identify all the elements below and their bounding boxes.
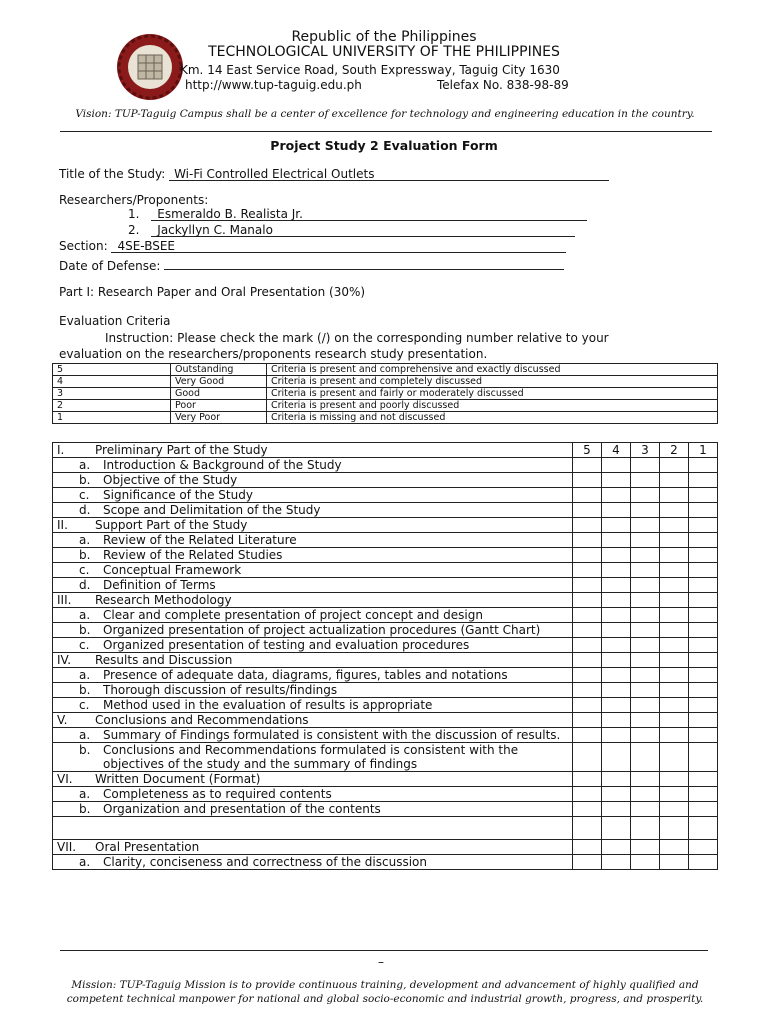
criteria-text: Organized presentation of project actualization procedures (Gantt Chart): [103, 623, 541, 637]
scale-label: Very Good: [171, 376, 267, 388]
criteria-item-row: [53, 473, 718, 488]
section-field: [111, 239, 566, 253]
section-title: Preliminary Part of the Study: [95, 443, 268, 457]
rating-checkbox-cell[interactable]: [573, 683, 602, 698]
scale-desc: Criteria is present and completely discussed: [267, 376, 718, 388]
criteria-item-row: [53, 743, 718, 772]
criteria-item: [53, 698, 573, 713]
rating-checkbox-cell[interactable]: [573, 728, 602, 743]
footer-dash: –: [378, 955, 384, 969]
rating-checkbox-cell[interactable]: [602, 698, 631, 713]
criteria-letter: b.: [79, 802, 91, 816]
criteria-letter: c.: [79, 698, 90, 712]
republic-heading: Republic of the Philippines: [291, 29, 477, 45]
rating-checkbox-cell[interactable]: [660, 548, 689, 563]
rating-checkbox-cell[interactable]: [631, 668, 660, 683]
rating-checkbox-cell[interactable]: [631, 840, 660, 855]
rating-checkbox-cell[interactable]: [660, 817, 689, 840]
researcher-name-2: Jackyllyn C. Manalo: [157, 223, 273, 237]
scale-label: Very Poor: [171, 412, 267, 424]
criteria-text: Method used in the evaluation of results is appropriate: [103, 698, 433, 712]
section-row: [53, 840, 718, 855]
rating-checkbox-cell[interactable]: [602, 578, 631, 593]
study-title-field: [169, 167, 609, 181]
section-value: 4SE-BSEE: [117, 239, 176, 253]
rating-checkbox-cell[interactable]: [602, 855, 631, 870]
rating-checkbox-cell[interactable]: [689, 518, 718, 533]
researcher-field-2: [151, 223, 575, 237]
rating-checkbox-cell[interactable]: [689, 772, 718, 787]
rating-checkbox-cell[interactable]: [631, 518, 660, 533]
rating-checkbox-cell[interactable]: [602, 473, 631, 488]
rating-checkbox-cell[interactable]: [573, 802, 602, 817]
rating-checkbox-cell[interactable]: [689, 743, 718, 772]
criteria-letter: b.: [79, 473, 91, 487]
scale-num: 3: [53, 388, 171, 400]
rating-checkbox-cell[interactable]: [660, 728, 689, 743]
rating-checkbox-cell[interactable]: [689, 488, 718, 503]
rating-checkbox-cell[interactable]: [631, 728, 660, 743]
criteria-text: Review of the Related Literature: [103, 533, 297, 547]
section-row: [53, 443, 718, 458]
criteria-item-row: [53, 728, 718, 743]
scale-row: [53, 388, 718, 400]
rating-checkbox-cell[interactable]: [602, 728, 631, 743]
rating-checkbox-cell[interactable]: [602, 488, 631, 503]
rating-checkbox-cell[interactable]: [631, 772, 660, 787]
rating-checkbox-cell[interactable]: [660, 802, 689, 817]
criteria-item-row: [53, 638, 718, 653]
criteria-letter: b.: [79, 548, 91, 562]
criteria-letter: b.: [79, 683, 91, 697]
rating-checkbox-cell[interactable]: [689, 503, 718, 518]
vision-statement: Vision: TUP-Taguig Campus shall be a center of excellence for technology and engineering education in the country.: [75, 108, 695, 120]
criteria-item: [53, 458, 573, 473]
rating-checkbox-cell[interactable]: [631, 623, 660, 638]
rating-checkbox-cell[interactable]: [660, 578, 689, 593]
rating-checkbox-cell[interactable]: [602, 563, 631, 578]
section-title: Research Methodology: [95, 593, 232, 607]
section-number: V.: [57, 713, 68, 727]
criteria-letter: a.: [79, 608, 91, 622]
rating-checkbox-cell[interactable]: [602, 787, 631, 802]
instruction-line-1: Instruction: Please check the mark (/) on the corresponding number relative to your: [105, 331, 609, 345]
criteria-item: [53, 488, 573, 503]
rating-checkbox-cell[interactable]: [631, 563, 660, 578]
criteria-item-row: [53, 563, 718, 578]
section-heading: [53, 593, 573, 608]
criteria-text: Clear and complete presentation of project concept and design: [103, 608, 483, 622]
criteria-item-row: [53, 548, 718, 563]
criteria-text: Review of the Related Studies: [103, 548, 283, 562]
rating-checkbox-cell[interactable]: [689, 698, 718, 713]
rating-checkbox-cell[interactable]: [689, 787, 718, 802]
rating-checkbox-cell[interactable]: [631, 683, 660, 698]
rating-checkbox-cell[interactable]: [660, 608, 689, 623]
criteria-item: [53, 578, 573, 593]
researcher-line-1: [128, 207, 587, 221]
rating-checkbox-cell[interactable]: [660, 473, 689, 488]
section-number: III.: [57, 593, 72, 607]
rating-checkbox-cell[interactable]: [689, 593, 718, 608]
criteria-item-row: [53, 802, 718, 817]
rating-checkbox-cell[interactable]: [631, 548, 660, 563]
scale-desc: Criteria is missing and not discussed: [267, 412, 718, 424]
rating-checkbox-cell[interactable]: [689, 713, 718, 728]
rating-checkbox-cell[interactable]: [660, 563, 689, 578]
researcher-name-1: Esmeraldo B. Realista Jr.: [157, 207, 303, 221]
rating-checkbox-cell[interactable]: [573, 548, 602, 563]
rating-checkbox-cell[interactable]: [602, 802, 631, 817]
rating-checkbox-cell[interactable]: [660, 855, 689, 870]
rating-checkbox-cell[interactable]: [689, 533, 718, 548]
criteria-text: Scope and Delimitation of the Study: [103, 503, 321, 517]
criteria-text: Summary of Findings formulated is consistent with the discussion of results.: [103, 728, 561, 742]
rating-checkbox-cell[interactable]: [602, 623, 631, 638]
criteria-item: [53, 548, 573, 563]
rating-checkbox-cell[interactable]: [660, 698, 689, 713]
part-heading: Part I: Research Paper and Oral Presentation (30%): [59, 285, 366, 299]
criteria-letter: a.: [79, 787, 91, 801]
rating-checkbox-cell[interactable]: [573, 623, 602, 638]
criteria-letter: a.: [79, 533, 91, 547]
rating-checkbox-cell[interactable]: [631, 533, 660, 548]
criteria-text: Conclusions and Recommendations formulated is consistent with the objectives of the study and the summary of findings: [103, 743, 519, 771]
rating-checkbox-cell[interactable]: [602, 533, 631, 548]
scale-num: 4: [53, 376, 171, 388]
rating-checkbox-cell[interactable]: [573, 608, 602, 623]
rating-checkbox-cell[interactable]: [689, 855, 718, 870]
rating-checkbox-cell[interactable]: [660, 653, 689, 668]
section-line: [59, 239, 566, 253]
criteria-item-row: [53, 608, 718, 623]
rating-checkbox-cell[interactable]: [689, 653, 718, 668]
study-title-label: Title of the Study:: [59, 167, 166, 181]
section-heading: [53, 518, 573, 533]
rating-checkbox-cell[interactable]: [602, 653, 631, 668]
criteria-letter: b.: [79, 623, 91, 637]
rating-checkbox-cell[interactable]: [631, 855, 660, 870]
footer-divider: [60, 950, 708, 951]
rating-checkbox-cell[interactable]: [631, 473, 660, 488]
scale-num: 5: [53, 364, 171, 376]
section-row: [53, 653, 718, 668]
university-website: http://www.tup-taguig.edu.ph: [185, 78, 362, 92]
rating-checkbox-cell[interactable]: [689, 817, 718, 840]
mission-statement: Mission: TUP-Taguig Mission is to provide continuous training, development and advancement of highly qualified and competent technical manpower for national and global socio-economic and industrial growth, progress, and prosperity.: [66, 979, 704, 1005]
researcher-number: 1.: [128, 207, 140, 221]
criteria-letter: c.: [79, 488, 90, 502]
spacer-row: [53, 817, 718, 840]
defense-date-line: [59, 256, 564, 273]
rating-checkbox-cell[interactable]: [602, 683, 631, 698]
rating-checkbox-cell[interactable]: [689, 683, 718, 698]
criteria-letter: d.: [79, 578, 91, 592]
criteria-item: [53, 563, 573, 578]
criteria-item: [53, 473, 573, 488]
rating-checkbox-cell[interactable]: [660, 518, 689, 533]
section-row: [53, 772, 718, 787]
header-divider: [60, 131, 712, 132]
criteria-item-row: [53, 623, 718, 638]
criteria-letter: a.: [79, 458, 91, 472]
scale-num: 1: [53, 412, 171, 424]
rating-checkbox-cell[interactable]: [660, 683, 689, 698]
rating-checkbox-cell[interactable]: [573, 533, 602, 548]
university-name: TECHNOLOGICAL UNIVERSITY OF THE PHILIPPINES: [208, 44, 560, 60]
spacer-cell: [53, 817, 573, 840]
section-number: I.: [57, 443, 65, 457]
scale-label: Good: [171, 388, 267, 400]
rating-header: 3: [631, 443, 660, 458]
rating-checkbox-cell[interactable]: [660, 593, 689, 608]
criteria-item: [53, 638, 573, 653]
scale-row: [53, 376, 718, 388]
rating-checkbox-cell[interactable]: [602, 593, 631, 608]
rating-checkbox-cell[interactable]: [602, 668, 631, 683]
section-heading: [53, 653, 573, 668]
rating-checkbox-cell[interactable]: [631, 458, 660, 473]
rating-checkbox-cell[interactable]: [689, 623, 718, 638]
section-row: [53, 593, 718, 608]
criteria-letter: a.: [79, 668, 91, 682]
rating-checkbox-cell[interactable]: [660, 638, 689, 653]
rating-checkbox-cell[interactable]: [631, 503, 660, 518]
criteria-letter: b.: [79, 743, 91, 757]
rating-checkbox-cell[interactable]: [660, 713, 689, 728]
rating-checkbox-cell[interactable]: [631, 802, 660, 817]
researcher-field-1: [151, 207, 587, 221]
criteria-item-row: [53, 533, 718, 548]
criteria-item: [53, 802, 573, 817]
criteria-item: [53, 728, 573, 743]
rating-checkbox-cell[interactable]: [660, 623, 689, 638]
section-heading: [53, 713, 573, 728]
instruction-line-2: evaluation on the researchers/proponents research study presentation.: [59, 347, 488, 361]
defense-date-field: [164, 256, 564, 270]
criteria-text: Significance of the Study: [103, 488, 253, 502]
criteria-item-row: [53, 855, 718, 870]
study-title-value: Wi-Fi Controlled Electrical Outlets: [174, 167, 375, 181]
criteria-text: Introduction & Background of the Study: [103, 458, 342, 472]
rating-checkbox-cell[interactable]: [631, 743, 660, 772]
rating-checkbox-cell[interactable]: [689, 563, 718, 578]
criteria-item-row: [53, 488, 718, 503]
criteria-letter: a.: [79, 728, 91, 742]
rating-scale-table: [52, 363, 718, 424]
rating-checkbox-cell[interactable]: [660, 840, 689, 855]
rating-checkbox-cell[interactable]: [602, 518, 631, 533]
section-title: Oral Presentation: [95, 840, 200, 854]
criteria-item: [53, 533, 573, 548]
rating-checkbox-cell[interactable]: [573, 787, 602, 802]
rating-header: 2: [660, 443, 689, 458]
section-number: VI.: [57, 772, 73, 786]
scale-row: [53, 412, 718, 424]
rating-checkbox-cell[interactable]: [689, 458, 718, 473]
rating-checkbox-cell[interactable]: [602, 548, 631, 563]
rating-checkbox-cell[interactable]: [660, 533, 689, 548]
university-address: Km. 14 East Service Road, South Expressway, Taguig City 1630: [180, 63, 560, 77]
rating-checkbox-cell[interactable]: [689, 668, 718, 683]
section-number: II.: [57, 518, 68, 532]
criteria-letter: d.: [79, 503, 91, 517]
criteria-text: Organization and presentation of the contents: [103, 802, 381, 816]
rating-checkbox-cell[interactable]: [631, 713, 660, 728]
rating-checkbox-cell[interactable]: [602, 638, 631, 653]
criteria-item: [53, 503, 573, 518]
rating-header: 1: [689, 443, 718, 458]
rating-checkbox-cell[interactable]: [631, 638, 660, 653]
rating-checkbox-cell[interactable]: [631, 817, 660, 840]
evaluation-criteria-table: [52, 442, 718, 870]
criteria-item: [53, 683, 573, 698]
criteria-text: Completeness as to required contents: [103, 787, 332, 801]
rating-checkbox-cell[interactable]: [573, 840, 602, 855]
rating-checkbox-cell[interactable]: [689, 840, 718, 855]
criteria-item-row: [53, 668, 718, 683]
rating-checkbox-cell[interactable]: [602, 840, 631, 855]
criteria-item: [53, 668, 573, 683]
telefax-number: Telefax No. 838-98-89: [437, 78, 569, 92]
criteria-text: Objective of the Study: [103, 473, 238, 487]
criteria-text: Organized presentation of testing and evaluation procedures: [103, 638, 470, 652]
section-label: Section:: [59, 239, 108, 253]
criteria-item-row: [53, 578, 718, 593]
rating-checkbox-cell[interactable]: [631, 488, 660, 503]
criteria-letter: a.: [79, 855, 91, 869]
rating-checkbox-cell[interactable]: [602, 458, 631, 473]
section-number: VII.: [57, 840, 77, 854]
rating-checkbox-cell[interactable]: [631, 698, 660, 713]
rating-checkbox-cell[interactable]: [631, 578, 660, 593]
rating-checkbox-cell[interactable]: [631, 608, 660, 623]
scale-desc: Criteria is present and comprehensive and exactly discussed: [267, 364, 718, 376]
section-number: IV.: [57, 653, 72, 667]
criteria-item: [53, 623, 573, 638]
rating-checkbox-cell[interactable]: [689, 578, 718, 593]
section-title: Conclusions and Recommendations: [95, 713, 309, 727]
rating-checkbox-cell[interactable]: [573, 638, 602, 653]
criteria-text: Conceptual Framework: [103, 563, 242, 577]
rating-checkbox-cell[interactable]: [689, 728, 718, 743]
rating-checkbox-cell[interactable]: [573, 563, 602, 578]
criteria-letter: c.: [79, 638, 90, 652]
criteria-letter: c.: [79, 563, 90, 577]
study-title-line: [59, 167, 609, 181]
rating-checkbox-cell[interactable]: [573, 458, 602, 473]
rating-checkbox-cell[interactable]: [602, 743, 631, 772]
rating-checkbox-cell[interactable]: [660, 772, 689, 787]
rating-checkbox-cell[interactable]: [573, 518, 602, 533]
rating-checkbox-cell[interactable]: [689, 608, 718, 623]
section-heading: [53, 840, 573, 855]
rating-checkbox-cell[interactable]: [573, 593, 602, 608]
scale-num: 2: [53, 400, 171, 412]
rating-checkbox-cell[interactable]: [573, 473, 602, 488]
criteria-text: Clarity, conciseness and correctness of the discussion: [103, 855, 427, 869]
rating-checkbox-cell[interactable]: [573, 855, 602, 870]
scale-desc: Criteria is present and fairly or moderately discussed: [267, 388, 718, 400]
section-title: Support Part of the Study: [95, 518, 248, 532]
scale-label: Outstanding: [171, 364, 267, 376]
researcher-line-2: [128, 223, 575, 237]
section-heading: [53, 443, 573, 458]
rating-checkbox-cell[interactable]: [660, 488, 689, 503]
rating-checkbox-cell[interactable]: [573, 668, 602, 683]
scale-label: Poor: [171, 400, 267, 412]
rating-checkbox-cell[interactable]: [602, 608, 631, 623]
criteria-item-row: [53, 458, 718, 473]
rating-checkbox-cell[interactable]: [573, 743, 602, 772]
rating-checkbox-cell[interactable]: [689, 802, 718, 817]
section-title: Written Document (Format): [95, 772, 261, 786]
section-row: [53, 713, 718, 728]
section-heading: [53, 772, 573, 787]
researcher-number: 2.: [128, 223, 140, 237]
rating-header: 5: [573, 443, 602, 458]
criteria-item: [53, 787, 573, 802]
rating-checkbox-cell[interactable]: [573, 503, 602, 518]
scale-row: [53, 400, 718, 412]
rating-checkbox-cell[interactable]: [660, 787, 689, 802]
scale-row: [53, 364, 718, 376]
rating-checkbox-cell[interactable]: [631, 787, 660, 802]
criteria-item: [53, 855, 573, 870]
rating-checkbox-cell[interactable]: [602, 503, 631, 518]
criteria-heading: Evaluation Criteria: [59, 314, 171, 328]
rating-checkbox-cell[interactable]: [573, 488, 602, 503]
rating-checkbox-cell[interactable]: [573, 772, 602, 787]
researchers-label: Researchers/Proponents:: [59, 193, 209, 207]
criteria-item-row: [53, 683, 718, 698]
rating-checkbox-cell[interactable]: [689, 548, 718, 563]
rating-checkbox-cell[interactable]: [660, 668, 689, 683]
scale-desc: Criteria is present and poorly discussed: [267, 400, 718, 412]
rating-checkbox-cell[interactable]: [602, 713, 631, 728]
rating-checkbox-cell[interactable]: [573, 713, 602, 728]
rating-checkbox-cell[interactable]: [573, 653, 602, 668]
rating-checkbox-cell[interactable]: [602, 817, 631, 840]
rating-checkbox-cell[interactable]: [689, 638, 718, 653]
rating-checkbox-cell[interactable]: [631, 653, 660, 668]
rating-checkbox-cell[interactable]: [602, 772, 631, 787]
rating-checkbox-cell[interactable]: [631, 593, 660, 608]
criteria-item-row: [53, 787, 718, 802]
criteria-text: Definition of Terms: [103, 578, 216, 592]
rating-checkbox-cell[interactable]: [573, 698, 602, 713]
rating-checkbox-cell[interactable]: [660, 458, 689, 473]
criteria-item: [53, 608, 573, 623]
criteria-item-row: [53, 698, 718, 713]
defense-date-label: Date of Defense:: [59, 259, 161, 273]
section-title: Results and Discussion: [95, 653, 233, 667]
criteria-text: Thorough discussion of results/findings: [103, 683, 338, 697]
rating-checkbox-cell[interactable]: [573, 578, 602, 593]
rating-checkbox-cell[interactable]: [660, 743, 689, 772]
rating-checkbox-cell[interactable]: [689, 473, 718, 488]
criteria-text: Presence of adequate data, diagrams, figures, tables and notations: [103, 668, 508, 682]
rating-checkbox-cell[interactable]: [573, 817, 602, 840]
form-title: Project Study 2 Evaluation Form: [270, 138, 498, 153]
criteria-item: [53, 743, 573, 772]
rating-checkbox-cell[interactable]: [660, 503, 689, 518]
section-row: [53, 518, 718, 533]
criteria-item-row: [53, 503, 718, 518]
rating-header: 4: [602, 443, 631, 458]
